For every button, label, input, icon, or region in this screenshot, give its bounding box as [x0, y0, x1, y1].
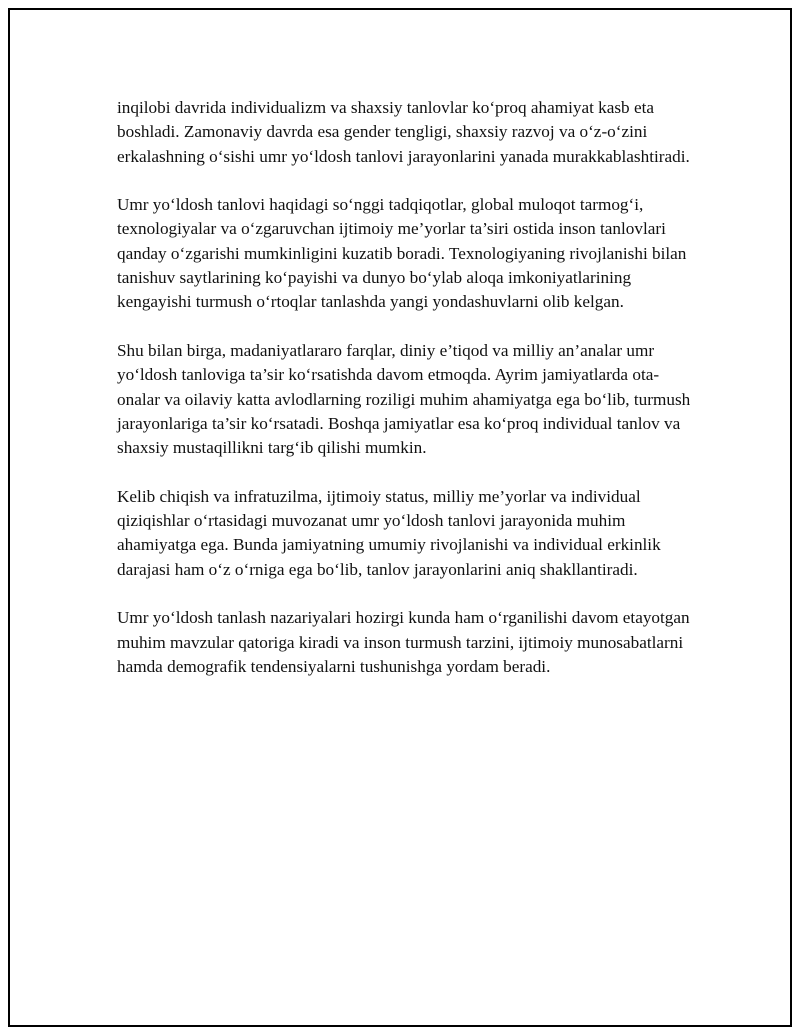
paragraph: Kelib chiqish va infratuzilma, ijtimoiy status, milliy me’yorlar va individual qiziqishlar o‘rtasidagi muvozanat umr yo‘ldosh tanlovi jarayonida muhim ahamiyatga ega. Bunda jamiyatning umumiy rivojlanishi va individual erkinlik darajasi ham o‘z o‘rniga ega bo‘lib, tanlov jarayonlarini aniq shakllantiradi. [117, 486, 661, 579]
document-body [117, 96, 697, 703]
paragraph: inqilobi davrida individualizm va shaxsiy tanlovlar ko‘proq ahamiyat kasb eta boshladi. Zamonaviy davrda esa gender tengligi, shaxsiy razvoj va o‘z-o‘zini erkalashning o‘sishi umr yo‘ldosh tanlovi jarayonlarini yanada murakkablashtiradi. [117, 98, 690, 166]
paragraph: Umr yo‘ldosh tanlovi haqidagi so‘nggi tadqiqotlar, global muloqot tarmog‘i, texnologiyalar va o‘zgaruvchan ijtimoiy me’yorlar ta’siri ostida inson tanlovlari qanday o‘zgarishi mumkinligini kuzatib boradi. Texnologiyaning rivojlanishi bilan tanishuv saytlarining ko‘payishi va dunyo bo‘ylab aloqa imkoniyatlarining kengayishi turmush o‘rtoqlar tanlashda yangi yondashuvlarni olib kelgan. [117, 195, 687, 312]
paragraph: Shu bilan birga, madaniyatlararo farqlar, diniy e’tiqod va milliy an’analar umr yo‘ldosh tanloviga ta’sir ko‘rsatishda davom etmoqda. Ayrim jamiyatlarda ota-onalar va oilaviy katta avlodlarning roziligi muhim ahamiyatga ega bo‘lib, turmush jarayonlariga ta’sir ko‘rsatadi. Boshqa jamiyatlar esa ko‘proq individual tanlov va shaxsiy mustaqillikni targ‘ib qilishi mumkin. [117, 340, 691, 458]
paragraph: Umr yo‘ldosh tanlash nazariyalari hozirgi kunda ham o‘rganilishi davom etayotgan muhim mavzular qatoriga kiradi va inson turmush tarzini, ijtimoiy munosabatlarni hamda demografik tendensiyalarni tushunishga yordam beradi. [117, 608, 690, 676]
